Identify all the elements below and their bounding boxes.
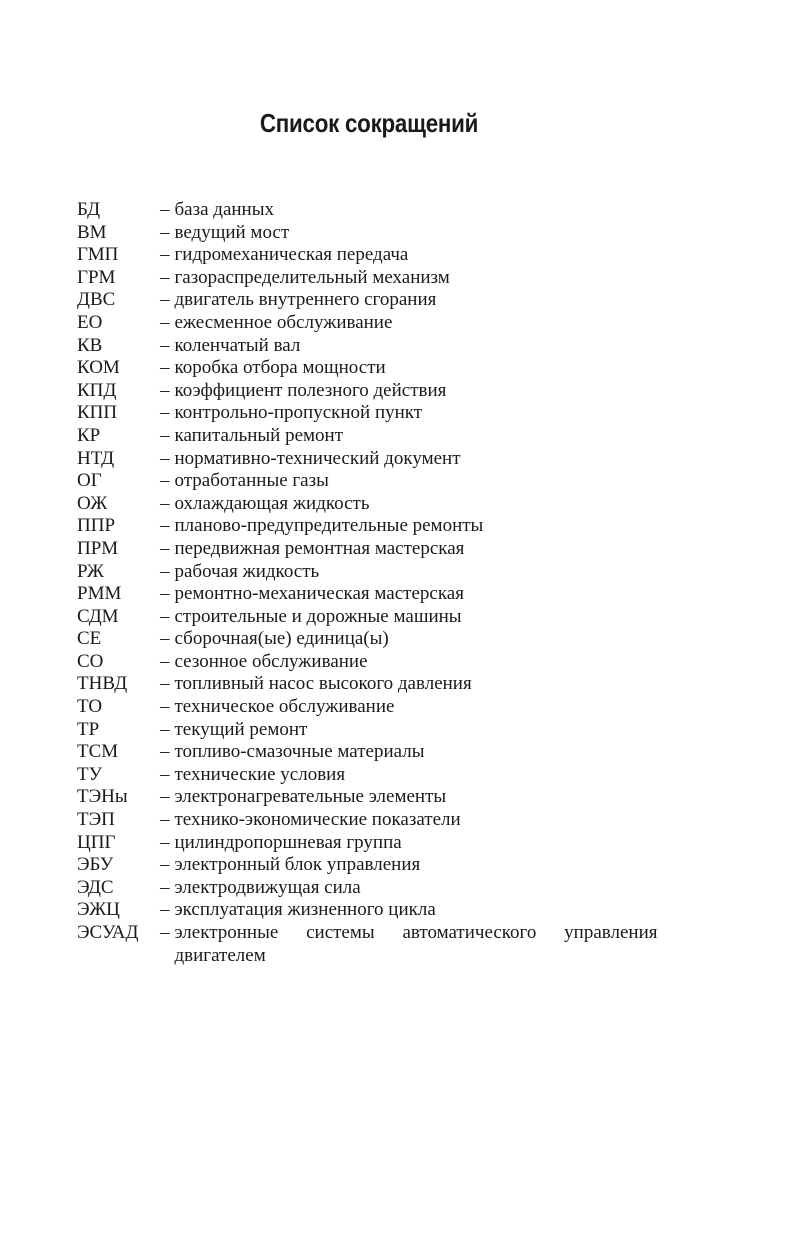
abbreviation-definition: сезонное обслуживание: [174, 650, 368, 672]
abbreviation-term: ТНВД: [77, 673, 128, 695]
dash-separator: –: [160, 922, 170, 943]
dash-separator: –: [160, 650, 170, 672]
abbreviation-definition: коленчатый вал: [174, 334, 301, 356]
abbreviation-row: [77, 673, 677, 696]
abbreviation-list: [77, 199, 677, 967]
abbreviation-definition: строительные и дорожные машины: [174, 605, 462, 627]
abbreviation-term: ВМ: [77, 221, 107, 243]
abbreviation-row: [77, 786, 677, 809]
dash-separator: –: [160, 741, 170, 763]
abbreviation-definition: ежесменное обслуживание: [174, 311, 393, 333]
dash-separator: –: [160, 854, 170, 876]
abbreviation-row: [77, 899, 677, 922]
abbreviation-term: БД: [77, 199, 101, 220]
page-title: Список сокращений: [259, 108, 479, 138]
abbreviation-term: ТР: [77, 718, 100, 740]
abbreviation-term: ЦПГ: [77, 831, 116, 853]
abbreviation-definition: передвижная ремонтная мастерская: [174, 537, 465, 559]
abbreviation-row: [77, 222, 677, 245]
abbreviation-term: ЭБУ: [77, 854, 114, 876]
abbreviation-definition: гидромеханическая передача: [174, 244, 409, 266]
abbreviation-definition: электронный блок управления: [174, 854, 421, 876]
abbreviation-row: [77, 267, 677, 290]
abbreviation-definition: электродвижущая сила: [174, 876, 361, 898]
abbreviation-definition: нормативно-технический документ: [174, 447, 461, 469]
abbreviation-row: [77, 606, 677, 629]
dash-separator: –: [160, 786, 170, 808]
abbreviation-definition: цилиндропоршневая группа: [174, 831, 402, 853]
abbreviation-row: [77, 335, 677, 358]
abbreviation-term: ЭСУАД: [77, 922, 139, 943]
abbreviation-definition: двигатель внутреннего сгорания: [174, 289, 437, 311]
abbreviation-term: КПП: [77, 402, 118, 424]
abbreviation-row: [77, 741, 677, 764]
abbreviation-definition: планово-предупредительные ремонты: [174, 515, 484, 537]
dash-separator: –: [160, 673, 170, 695]
abbreviation-definition: электронагревательные элементы: [174, 786, 447, 808]
abbreviation-row: [77, 832, 677, 855]
abbreviation-term: РЖ: [77, 560, 104, 582]
dash-separator: –: [160, 628, 170, 650]
dash-separator: –: [160, 221, 170, 243]
abbreviation-term: ЭЖЦ: [77, 899, 120, 921]
abbreviation-row: [77, 628, 677, 651]
abbreviation-term: СО: [77, 650, 104, 672]
abbreviation-definition: сборочная(ые) единица(ы): [174, 628, 389, 650]
abbreviation-row: [77, 922, 677, 967]
abbreviation-row: [77, 448, 677, 471]
dash-separator: –: [160, 379, 170, 401]
abbreviation-row: [77, 515, 677, 538]
abbreviation-term: КОМ: [77, 357, 120, 379]
abbreviation-definition: технико-экономические показатели: [174, 809, 461, 831]
abbreviation-row: [77, 877, 677, 900]
abbreviation-definition: контрольно-пропускной пункт: [174, 402, 423, 424]
abbreviation-term: КВ: [77, 334, 103, 356]
dash-separator: –: [160, 492, 170, 514]
abbreviation-term: ГМП: [77, 244, 119, 266]
abbreviation-definition: охлаждающая жидкость: [174, 492, 370, 514]
abbreviation-term: ПРМ: [77, 537, 119, 559]
abbreviation-term: ТСМ: [77, 741, 119, 763]
abbreviation-term: ЭДС: [77, 876, 114, 898]
dash-separator: –: [160, 402, 170, 424]
abbreviation-row: [77, 809, 677, 832]
abbreviation-definition: ведущий мост: [174, 221, 290, 243]
abbreviation-row: [77, 470, 677, 493]
abbreviation-row: [77, 493, 677, 516]
dash-separator: –: [160, 605, 170, 627]
abbreviation-term: ППР: [77, 515, 116, 537]
abbreviation-term: ТУ: [77, 763, 103, 785]
dash-separator: –: [160, 424, 170, 446]
dash-separator: –: [160, 899, 170, 921]
dash-separator: –: [160, 470, 170, 492]
abbreviation-definition: капитальный ремонт: [174, 424, 344, 446]
abbreviation-row: [77, 357, 677, 380]
dash-separator: –: [160, 244, 170, 266]
abbreviation-definition: газораспределительный механизм: [174, 266, 450, 288]
abbreviation-row: [77, 583, 677, 606]
dash-separator: –: [160, 809, 170, 831]
abbreviation-term: СДМ: [77, 605, 119, 627]
abbreviation-definition: коэффициент полезного действия: [174, 379, 447, 401]
abbreviation-row: [77, 651, 677, 674]
abbreviation-definition: ремонтно-механическая мастерская: [174, 583, 464, 605]
abbreviation-row: [77, 764, 677, 787]
abbreviation-term: ЕО: [77, 311, 103, 333]
abbreviation-definition: текущий ремонт: [174, 718, 308, 740]
dash-separator: –: [160, 199, 170, 220]
abbreviation-term: СЕ: [77, 628, 102, 650]
abbreviation-term: ТО: [77, 696, 103, 718]
dash-separator: –: [160, 515, 170, 537]
dash-separator: –: [160, 583, 170, 605]
dash-separator: –: [160, 696, 170, 718]
abbreviation-term: ГРМ: [77, 266, 116, 288]
dash-separator: –: [160, 266, 170, 288]
abbreviation-row: [77, 199, 677, 222]
abbreviation-term: КПД: [77, 379, 117, 401]
abbreviation-definition: топливо-смазочные материалы: [174, 741, 425, 763]
abbreviation-definition: рабочая жидкость: [174, 560, 320, 582]
abbreviation-term: КР: [77, 424, 101, 446]
abbreviation-row: [77, 854, 677, 877]
abbreviation-row: [77, 561, 677, 584]
dash-separator: –: [160, 876, 170, 898]
abbreviation-row: [77, 380, 677, 403]
dash-separator: –: [160, 334, 170, 356]
abbreviation-definition: коробка отбора мощности: [174, 357, 386, 379]
abbreviation-term: ТЭНы: [77, 786, 128, 808]
dash-separator: –: [160, 718, 170, 740]
abbreviation-definition: база данных: [174, 199, 274, 220]
abbreviation-term: ТЭП: [77, 809, 115, 831]
abbreviation-definition: топливный насос высокого давления: [174, 673, 472, 695]
dash-separator: –: [160, 289, 170, 311]
abbreviation-row: [77, 719, 677, 742]
abbreviation-row: [77, 289, 677, 312]
abbreviation-row: [77, 402, 677, 425]
abbreviation-definition: технические условия: [174, 763, 346, 785]
abbreviation-definition: отработанные газы: [174, 470, 329, 492]
dash-separator: –: [160, 763, 170, 785]
dash-separator: –: [160, 537, 170, 559]
abbreviation-row: [77, 538, 677, 561]
abbreviation-definition: техническое обслуживание: [174, 696, 395, 718]
abbreviation-row: [77, 696, 677, 719]
abbreviation-row: [77, 244, 677, 267]
abbreviation-term: НТД: [77, 447, 115, 469]
abbreviation-term: ОГ: [77, 470, 102, 492]
abbreviation-row: [77, 312, 677, 335]
abbreviation-term: ДВС: [77, 289, 116, 311]
dash-separator: –: [160, 447, 170, 469]
dash-separator: –: [160, 560, 170, 582]
abbreviation-term: РММ: [77, 583, 122, 605]
dash-separator: –: [160, 831, 170, 853]
abbreviation-definition: эксплуатация жизненного цикла: [174, 899, 436, 921]
abbreviation-row: [77, 425, 677, 448]
abbreviation-definition: электронные системы автоматического управления двигателем: [174, 922, 658, 966]
abbreviation-term: ОЖ: [77, 492, 108, 514]
dash-separator: –: [160, 311, 170, 333]
dash-separator: –: [160, 357, 170, 379]
